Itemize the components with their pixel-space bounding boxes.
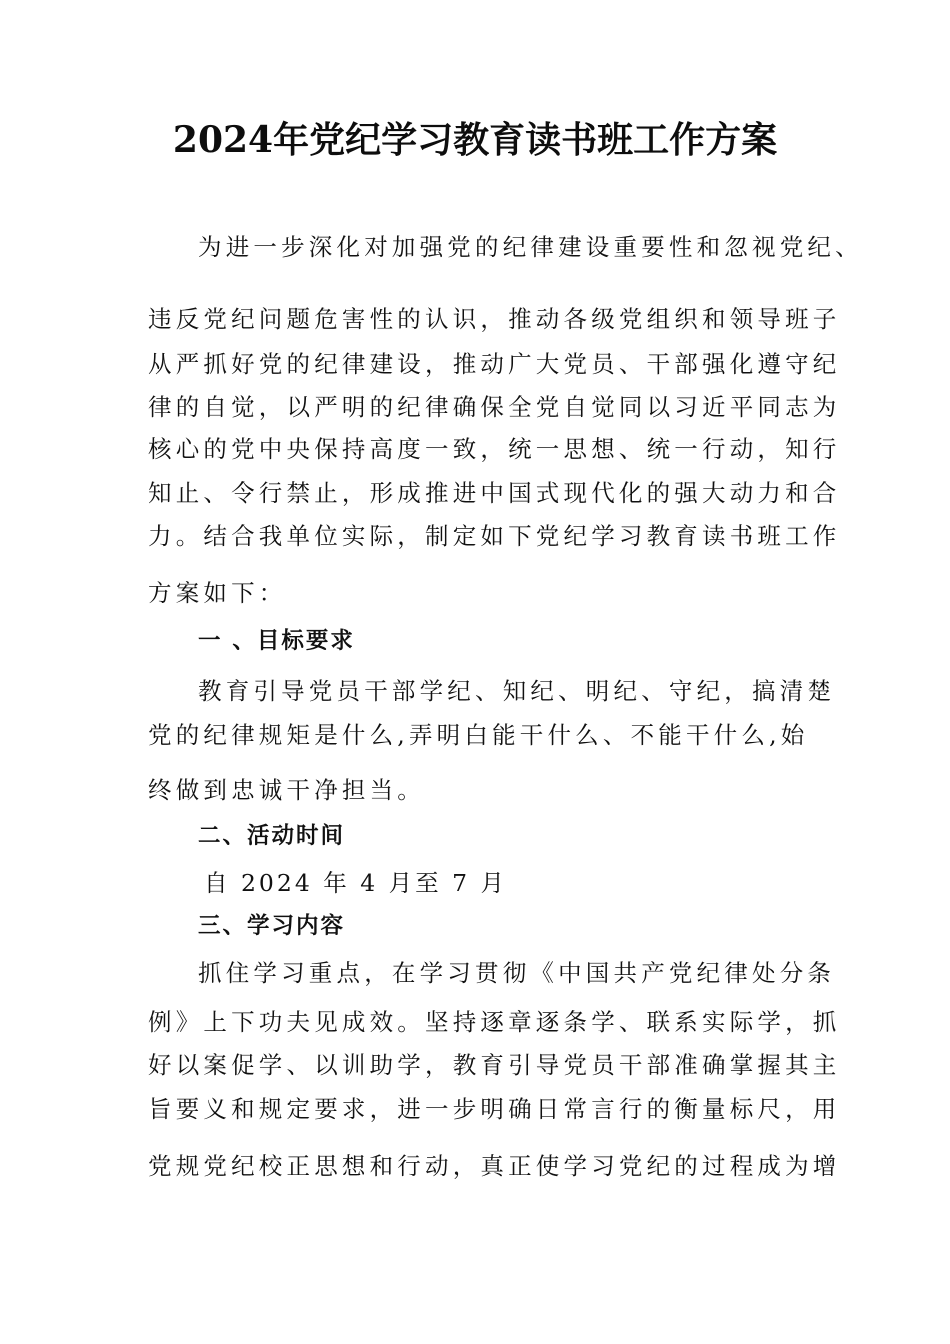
intro-line: 为进一步深化对加强党的纪律建设重要性和忽视党纪、 bbox=[198, 233, 863, 261]
section-heading-content: 三、学习内容 bbox=[198, 913, 346, 939]
intro-line: 律的自觉，以严明的纪律确保全党自觉同以习近平同志为 bbox=[148, 393, 841, 421]
document-title: 2024年党纪学习教育读书班工作方案 bbox=[172, 119, 778, 161]
section-line: 终做到忠诚干净担当。 bbox=[148, 776, 425, 804]
intro-line: 违反党纪问题危害性的认识，推动各级党组织和领导班子 bbox=[148, 305, 841, 333]
section-line: 教育引导党员干部学纪、知纪、明纪、守纪，搞清楚 bbox=[198, 677, 836, 705]
intro-line: 力。结合我单位实际，制定如下党纪学习教育读书班工作 bbox=[148, 522, 841, 550]
section-heading-time: 二、活动时间 bbox=[198, 823, 346, 849]
section-line: 好以案促学、以训助学，教育引导党员干部准确掌握其主 bbox=[148, 1051, 841, 1079]
section-line: 抓住学习重点，在学习贯彻《中国共产党纪律处分条 bbox=[198, 959, 836, 987]
section-line: 党的纪律规矩是什么,弄明白能干什么、不能干什么,始 bbox=[148, 721, 809, 749]
section-heading-goals: 一 、目标要求 bbox=[198, 628, 355, 654]
section-line: 旨要义和规定要求，进一步明确日常言行的衡量标尺，用 bbox=[148, 1095, 841, 1123]
section-line: 例》上下功夫见成效。坚持逐章逐条学、联系实际学，抓 bbox=[148, 1008, 841, 1036]
intro-line: 核心的党中央保持高度一致，统一思想、统一行动，知行 bbox=[148, 435, 841, 463]
intro-line: 知止、令行禁止，形成推进中国式现代化的强大动力和合 bbox=[148, 479, 841, 507]
intro-line: 方案如下： bbox=[148, 579, 287, 607]
section-line: 党规党纪校正思想和行动，真正使学习党纪的过程成为增 bbox=[148, 1152, 841, 1180]
intro-line: 从严抓好党的纪律建设，推动广大党员、干部强化遵守纪 bbox=[148, 350, 841, 378]
activity-date: 自 2024 年 4 月至 7 月 bbox=[204, 869, 508, 897]
